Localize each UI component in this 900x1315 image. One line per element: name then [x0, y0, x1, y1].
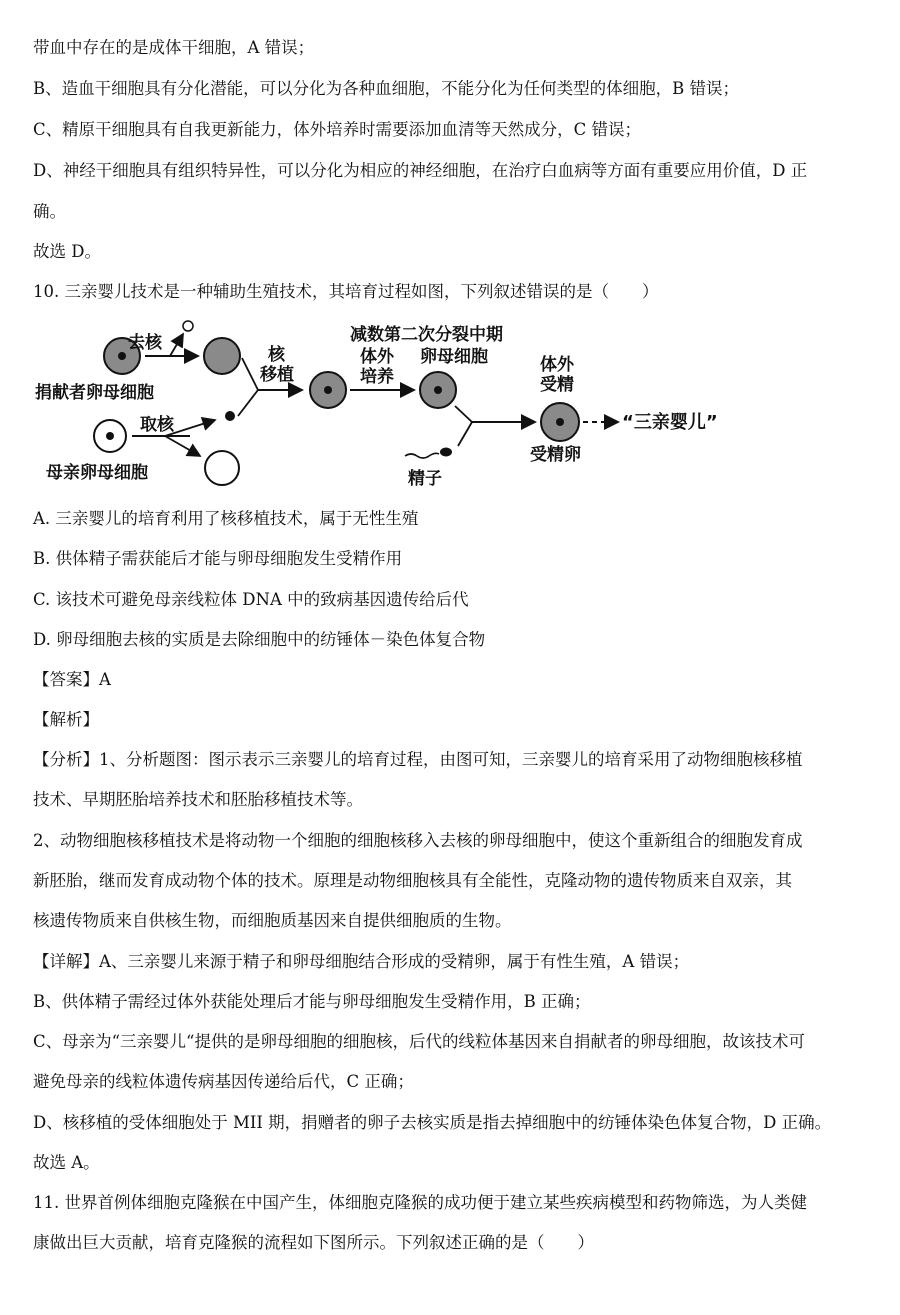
question-11-stem-2: 康做出巨大贡献，培育克隆猴的流程如下图所示。下列叙述正确的是（ ） — [33, 1233, 594, 1252]
analysis-line: 核遗传物质来自供核生物，而细胞质基因来自提供细胞质的生物。 — [33, 911, 512, 930]
take-nucleus-label: 取核 — [140, 415, 174, 435]
answer-line: 【答案】A — [33, 670, 111, 689]
meiosis-stage-label: 减数第二次分裂中期 — [350, 325, 503, 345]
culture-label-1: 体外 — [360, 347, 394, 367]
sperm-icon — [405, 448, 452, 459]
detail-line: 【详解】A、三亲婴儿来源于精子和卵母细胞结合形成的受精卵，属于有性生殖，A 错误； — [33, 952, 690, 971]
remove-nucleus-label: 去核 — [128, 333, 162, 353]
text-line: 确。 — [33, 202, 66, 221]
detail-line: D、核移植的受体细胞处于 MII 期，捐赠者的卵子去核实质是指去掉细胞中的纺锤体染色体复合物，D 正确。 — [33, 1113, 832, 1132]
fertilization-label-1: 体外 — [540, 355, 574, 375]
option-a: A. 三亲婴儿的培育利用了核移植技术，属于无性生殖 — [33, 509, 419, 528]
nuclear-transfer-label-2: 移植 — [260, 365, 294, 385]
question-11-stem-1: 11. 世界首例体细胞克隆猴在中国产生，体细胞克隆猴的成功便于建立某些疾病模型和药物筛选，为人类健 — [33, 1193, 807, 1212]
analysis-line: 【分析】1、分析题图：图示表示三亲婴儿的培育过程，由图可知，三亲婴儿的培育采用了动物细胞核移植 — [33, 750, 803, 769]
conclusion-line: 故选 A。 — [33, 1153, 100, 1172]
text-line: 带血中存在的是成体干细胞，A 错误； — [33, 38, 315, 57]
text-line: C、精原干细胞具有自我更新能力，体外培养时需要添加血清等天然成分，C 错误； — [33, 120, 641, 139]
analysis-title: 【解析】 — [33, 710, 99, 729]
question-10-stem: 10. 三亲婴儿技术是一种辅助生殖技术，其培育过程如图，下列叙述错误的是（ ） — [33, 282, 659, 301]
detail-line: C、母亲为“三亲婴儿“提供的是卵母细胞的细胞核，后代的线粒体基因来自捐献者的卵母细胞，故该技术可 — [33, 1032, 805, 1051]
text-line: 故选 D。 — [33, 242, 101, 261]
zygote-cell — [541, 403, 579, 441]
analysis-line: 新胚胎，继而发育成动物个体的技术。原理是动物细胞核具有全能性，克隆动物的遗传物质来自双亲，其 — [33, 871, 792, 890]
donor-oocyte-label: 捐献者卵母细胞 — [35, 383, 154, 403]
option-d: D. 卵母细胞去核的实质是去除细胞中的纺锤体－染色体复合物 — [33, 630, 486, 649]
detail-line: 避免母亲的线粒体遗传病基因传递给后代，C 正确； — [33, 1072, 414, 1091]
option-b: B. 供体精子需获能后才能与卵母细胞发生受精作用 — [33, 549, 403, 568]
reconstructed-cell — [310, 372, 346, 408]
analysis-line: 技术、早期胚胎培养技术和胚胎移植技术等。 — [33, 790, 363, 809]
mother-oocyte-label: 母亲卵母细胞 — [46, 463, 148, 483]
mii-oocyte-cell — [420, 372, 456, 408]
mother-oocyte-cell — [94, 420, 126, 452]
mother-cytoplasm-cell — [205, 451, 239, 485]
option-c: C. 该技术可避免母亲线粒体 DNA 中的致病基因遗传给后代 — [33, 590, 469, 609]
detail-line: B、供体精子需经过体外获能处理后才能与卵母细胞发生受精作用，B 正确； — [33, 992, 591, 1011]
removed-nucleus — [183, 321, 193, 331]
mother-nucleus — [225, 411, 235, 421]
three-parent-baby-diagram — [30, 318, 770, 498]
sperm-label: 精子 — [408, 469, 442, 489]
enucleated-oocyte — [204, 338, 240, 374]
nuclear-transfer-label-1: 核 — [268, 345, 285, 365]
text-line: D、神经干细胞具有组织特异性，可以分化为相应的神经细胞，在治疗白血病等方面有重要应用价值，D 正 — [33, 161, 808, 180]
culture-label-2: 培养 — [360, 367, 394, 387]
three-parent-baby-label: “三亲婴儿” — [622, 412, 718, 433]
zygote-label: 受精卵 — [530, 445, 581, 465]
text-line: B、造血干细胞具有分化潜能，可以分化为各种血细胞，不能分化为任何类型的体细胞，B 错误； — [33, 79, 739, 98]
analysis-line: 2、动物细胞核移植技术是将动物一个细胞的细胞核移入去核的卵母细胞中，使这个重新组合的细胞发育成 — [33, 831, 803, 850]
oocyte-label: 卵母细胞 — [420, 347, 488, 367]
fertilization-label-2: 受精 — [540, 375, 574, 395]
